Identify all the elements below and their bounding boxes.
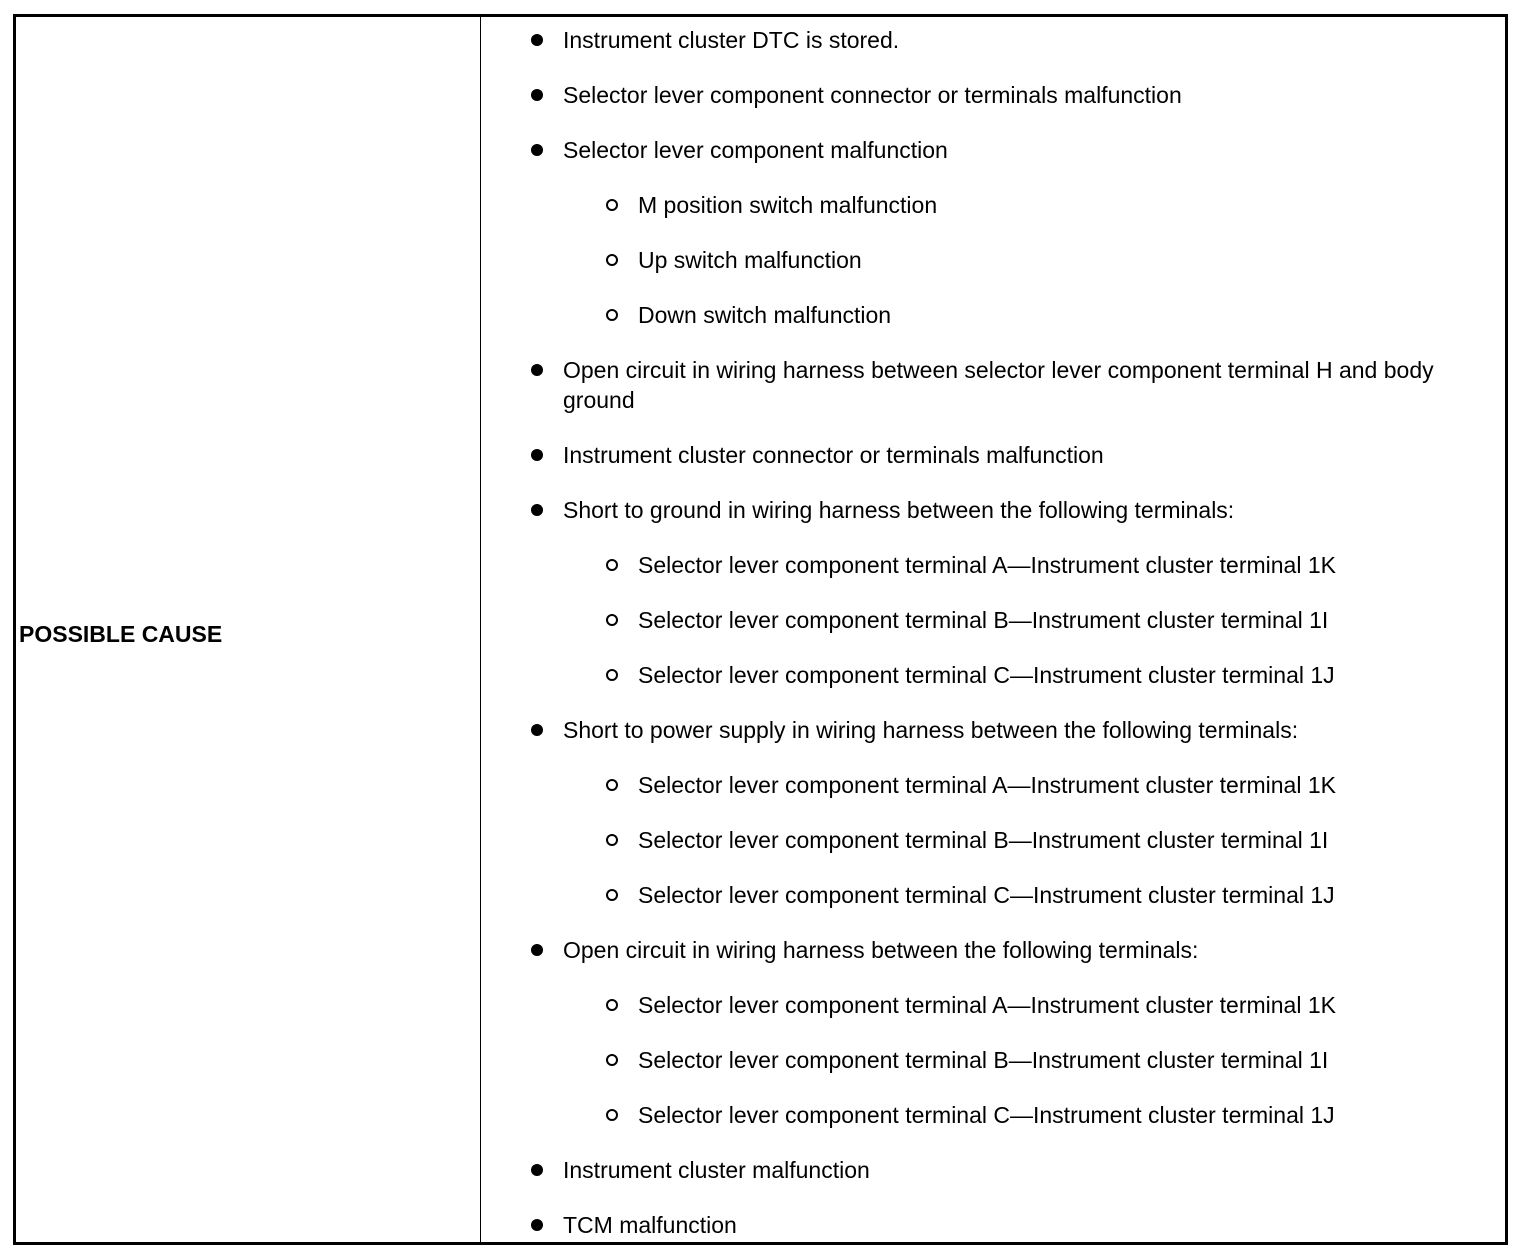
filled-bullet-icon: [523, 25, 553, 55]
cause-text: Up switch malfunction: [638, 247, 862, 273]
cause-text: Selector lever component terminal C—Instrument cluster terminal 1J: [638, 1102, 1335, 1128]
content-cell: [482, 17, 1505, 1242]
cause-text: Down switch malfunction: [638, 302, 892, 328]
filled-bullet-icon: [523, 80, 553, 110]
hollow-bullet-icon: [598, 1045, 628, 1075]
section-label: POSSIBLE CAUSE: [19, 621, 223, 647]
cause-text: Selector lever component terminal A—Instrument cluster terminal 1K: [638, 772, 1336, 798]
cause-text: Selector lever component connector or terminals malfunction: [563, 82, 1182, 108]
hollow-bullet-icon: [598, 880, 628, 910]
hollow-bullet-icon: [598, 245, 628, 275]
filled-bullet-icon: [523, 715, 553, 745]
cause-text: Selector lever component terminal A—Instrument cluster terminal 1K: [638, 992, 1336, 1018]
cause-text: Selector lever component malfunction: [563, 137, 948, 163]
cause-text: Instrument cluster malfunction: [563, 1157, 870, 1183]
label-cell: [16, 17, 481, 1242]
cause-text: Open circuit in wiring harness between selector lever component terminal H and body ground: [563, 357, 1434, 413]
cause-text: Selector lever component terminal C—Instrument cluster terminal 1J: [638, 662, 1335, 688]
filled-bullet-icon: [523, 440, 553, 470]
hollow-bullet-icon: [598, 550, 628, 580]
cause-text: TCM malfunction: [563, 1212, 737, 1238]
possible-cause-table: [13, 14, 1508, 1245]
hollow-bullet-icon: [598, 770, 628, 800]
hollow-bullet-icon: [598, 660, 628, 690]
filled-bullet-icon: [523, 935, 553, 965]
filled-bullet-icon: [523, 495, 553, 525]
hollow-bullet-icon: [598, 825, 628, 855]
cause-text: Short to power supply in wiring harness between the following terminals:: [563, 717, 1299, 743]
filled-bullet-icon: [523, 135, 553, 165]
cause-text: Instrument cluster connector or terminals malfunction: [563, 442, 1104, 468]
cause-text: Selector lever component terminal B—Instrument cluster terminal 1I: [638, 827, 1329, 853]
filled-bullet-icon: [523, 1210, 553, 1240]
filled-bullet-icon: [523, 355, 553, 385]
cause-text: M position switch malfunction: [638, 192, 938, 218]
cause-text: Instrument cluster DTC is stored.: [563, 27, 900, 53]
hollow-bullet-icon: [598, 190, 628, 220]
hollow-bullet-icon: [598, 605, 628, 635]
hollow-bullet-icon: [598, 1100, 628, 1130]
cause-text: Selector lever component terminal B—Instrument cluster terminal 1I: [638, 607, 1329, 633]
hollow-bullet-icon: [598, 990, 628, 1020]
hollow-bullet-icon: [598, 300, 628, 330]
cause-text: Open circuit in wiring harness between the following terminals:: [563, 937, 1199, 963]
cause-text: Short to ground in wiring harness between the following terminals:: [563, 497, 1235, 523]
cause-text: Selector lever component terminal A—Instrument cluster terminal 1K: [638, 552, 1336, 578]
filled-bullet-icon: [523, 1155, 553, 1185]
cause-text: Selector lever component terminal C—Instrument cluster terminal 1J: [638, 882, 1335, 908]
cause-text: Selector lever component terminal B—Instrument cluster terminal 1I: [638, 1047, 1329, 1073]
